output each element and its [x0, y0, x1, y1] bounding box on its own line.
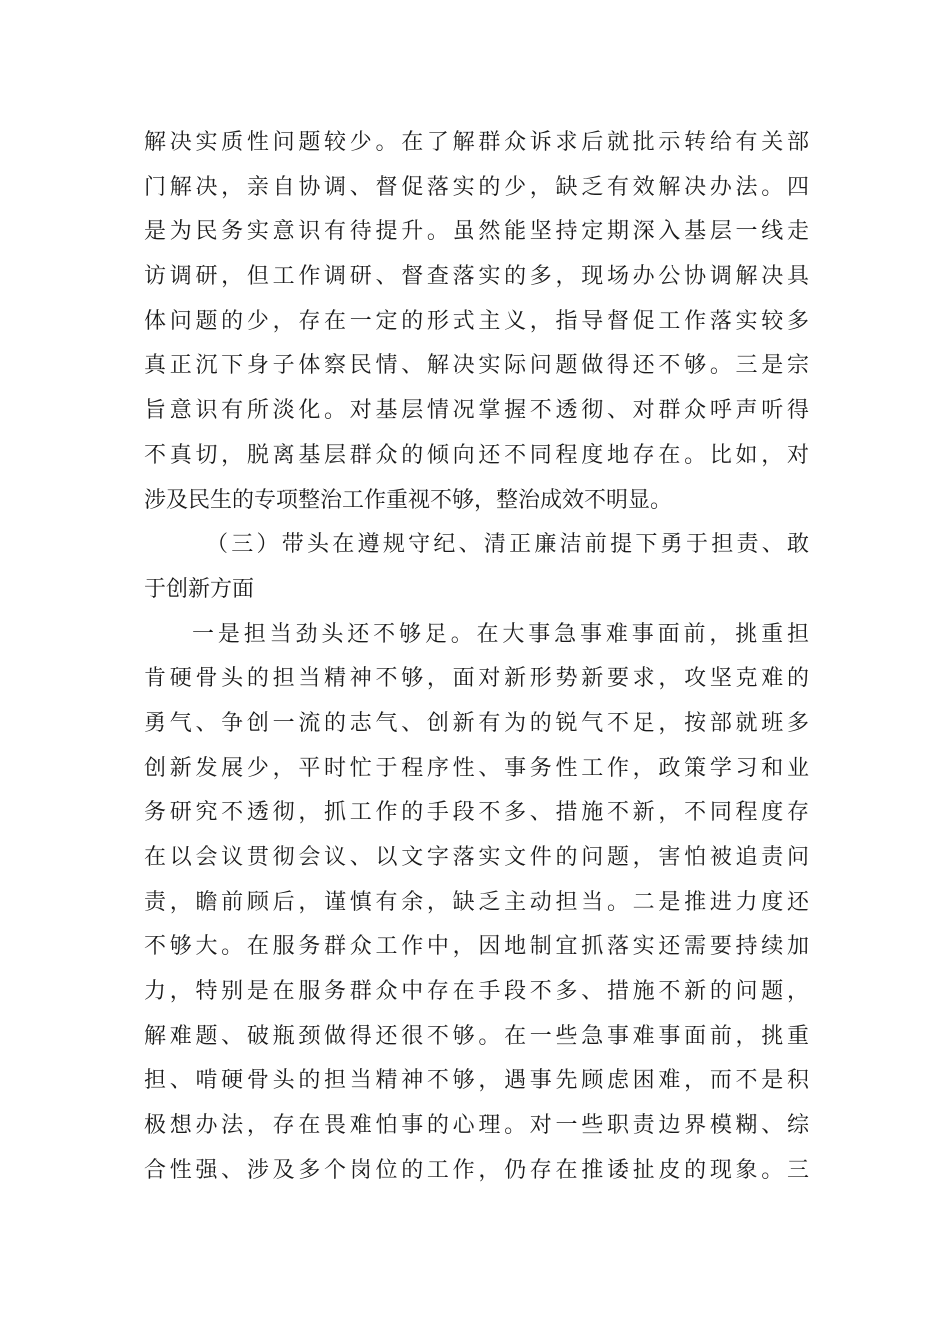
paragraph-1: [144, 121, 809, 523]
text-line: 勇气、争创一流的志气、创新有为的锐气不足，按部就班多: [144, 710, 809, 736]
text-line: 访调研，但工作调研、督查落实的多，现场办公协调解决具: [144, 264, 809, 290]
text-line: 务研究不透彻，抓工作的手段不多、措施不新，不同程度存: [144, 800, 809, 826]
text-line: 不真切，脱离基层群众的倾向还不同程度地存在。比如，对: [144, 442, 809, 468]
heading-line: 于创新方面: [144, 576, 255, 602]
text-line: 一是担当劲头还不够足。在大事急事难事面前，挑重担: [192, 621, 809, 647]
heading-line: （三）带头在遵规守纪、清正廉洁前提下勇于担责、敢: [206, 532, 809, 558]
text-line: 责，瞻前顾后，谨慎有余，缺乏主动担当。二是推进力度还: [144, 889, 809, 915]
document-body: [144, 121, 809, 1194]
text-line: 力，特别是在服务群众中存在手段不多、措施不新的问题，: [144, 979, 809, 1005]
text-line: 在以会议贯彻会议、以文字落实文件的问题，害怕被追责问: [144, 845, 809, 870]
text-line: 旨意识有所淡化。对基层情况掌握不透彻、对群众呼声听得: [144, 398, 809, 424]
text-line: 不够大。在服务群众工作中，因地制宜抓落实还需要持续加: [144, 934, 809, 960]
text-line: 担、啃硬骨头的担当精神不够，遇事先顾虑困难，而不是积: [144, 1068, 809, 1094]
paragraph-2: [144, 613, 809, 1194]
text-line: 涉及民生的专项整治工作重视不够，整治成效不明显。: [144, 487, 673, 513]
text-line: 创新发展少，平时忙于程序性、事务性工作，政策学习和业: [144, 755, 809, 781]
text-line: 真正沉下身子体察民情、解决实际问题做得还不够。三是宗: [144, 353, 809, 379]
text-line: 门解决，亲自协调、督促落实的少，缺乏有效解决办法。四: [144, 174, 809, 200]
text-line: 极想办法，存在畏难怕事的心理。对一些职责边界模糊、综: [144, 1113, 809, 1139]
text-line: 合性强、涉及多个岗位的工作，仍存在推诿扯皮的现象。三: [144, 1157, 809, 1183]
section-heading: [144, 523, 809, 612]
text-line: 解决实质性问题较少。在了解群众诉求后就批示转给有关部: [144, 130, 809, 155]
text-line: 是为民务实意识有待提升。虽然能坚持定期深入基层一线走: [144, 219, 809, 245]
text-line: 肯硬骨头的担当精神不够，面对新形势新要求，攻坚克难的: [144, 666, 809, 692]
text-line: 体问题的少，存在一定的形式主义，指导督促工作落实较多: [144, 308, 809, 334]
text-line: 解难题、破瓶颈做得还很不够。在一些急事难事面前，挑重: [144, 1023, 809, 1049]
